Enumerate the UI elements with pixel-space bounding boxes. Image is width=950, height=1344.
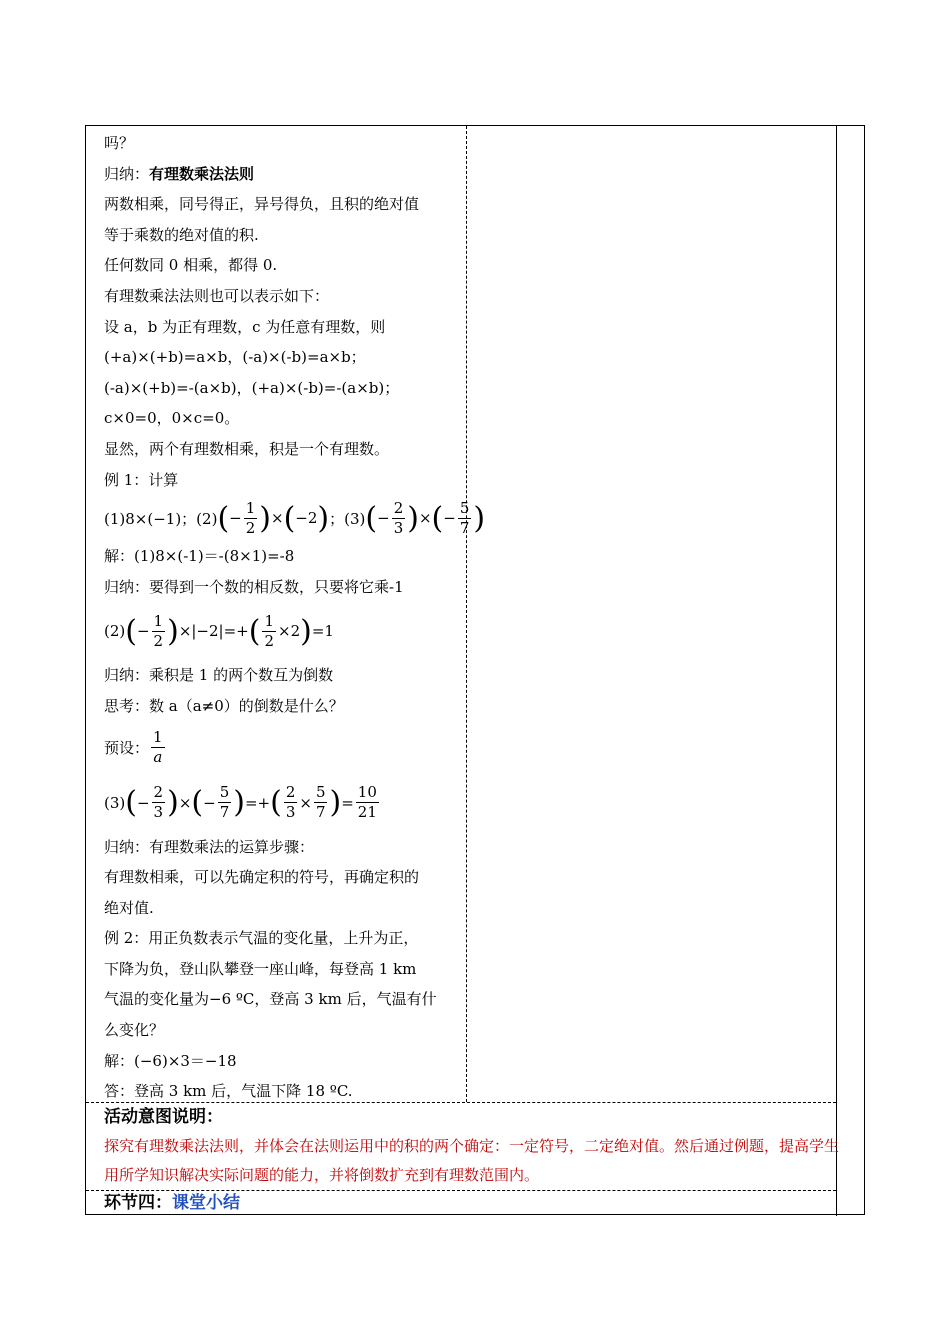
- text-line: 等于乘数的绝对值的积.: [104, 225, 259, 244]
- summary-line: 归纳：要得到一个数的相反数，只要将它乘-1: [104, 577, 404, 596]
- text-line: 两数相乘，同号得正，异号得负，且积的绝对值: [104, 195, 420, 214]
- column-divider: [466, 126, 467, 1102]
- text-line: 显然，两个有理数相乘，积是一个有理数。: [104, 439, 390, 458]
- solution3: (3) ( − $\frac{2}{3}$ ) × ( − $\frac{5}{7}$ ) =+ ( $\frac{2}{3}$ × $\frac{5}{7}$ ) = $\frac{10}{21}$: [104, 783, 377, 821]
- fraction: $\frac{2}{3}$: [285, 783, 296, 821]
- section-title: 课堂小结: [172, 1193, 240, 1213]
- fraction: $\frac{2}{3}$: [153, 783, 164, 821]
- example-heading: 例 1：计算: [104, 470, 179, 489]
- right-column-border: [836, 126, 837, 1216]
- text-line: 气温的变化量为−6 ºC，登高 3 km 后，气温有什: [104, 990, 437, 1009]
- fraction: $\frac{5}{7}$: [459, 498, 470, 537]
- formula-line: (-a)×(+b)=-(a×b)，(+a)×(-b)=-(a×b)；: [104, 378, 400, 397]
- preset-label: 预设：: [104, 739, 150, 757]
- example1-problems: (1)8×(−1)；(2) ( − $\frac{1}{2}$ ) × ( −2 ) ；(3) ( − $\frac{2}{3}$ ) × ( − $\frac{5}{7}$ ): [104, 498, 486, 537]
- problem-label: (1)8×(−1)；(2): [104, 509, 218, 528]
- text-line: 绝对值.: [104, 898, 154, 917]
- formula-line: c×0=0，0×c=0。: [104, 409, 240, 428]
- formula-line: (+a)×(+b)=a×b，(-a)×(-b)=a×b；: [104, 348, 366, 367]
- text-line: 有理数相乘，可以先确定积的符号，再确定积的: [104, 868, 420, 887]
- fraction: $\frac{1}{2}$: [264, 611, 275, 650]
- fraction: $\frac{1}{a}$: [153, 728, 163, 766]
- text-line: 例 2：用正负数表示气温的变化量，上升为正，: [104, 929, 419, 948]
- summary-line: 归纳：有理数乘法的运算步骤：: [104, 837, 315, 856]
- solution-line: 解：(−6)×3＝−18: [104, 1051, 237, 1070]
- rule-prefix: 归纳：: [104, 164, 150, 183]
- fraction: $\frac{1}{2}$: [245, 498, 256, 537]
- activity-purpose: [104, 1102, 844, 1190]
- fraction: $\frac{2}{3}$: [393, 498, 404, 537]
- fraction: $\frac{5}{7}$: [219, 783, 230, 821]
- fraction: $\frac{1}{2}$: [153, 611, 164, 650]
- text-line: 任何数同 0 相乘，都得 0.: [104, 256, 278, 275]
- section-heading: [104, 1190, 240, 1216]
- fraction: $\frac{10}{21}$: [357, 783, 377, 821]
- purpose-heading: 活动意图说明：: [104, 1107, 223, 1127]
- section-prefix: 环节四：: [104, 1193, 172, 1213]
- text-line: 吗？: [104, 134, 135, 152]
- rule-title: 有理数乘法法则: [149, 164, 255, 183]
- purpose-text: 探究有理数乘法法则，并体会在法则运用中的积的两个确定：一定符号，二定绝对值。然后通过例题，提高学生用所学知识解决实际问题的能力，并将倒数扩充到有理数范围内。: [104, 1137, 840, 1184]
- problem-label: (3): [104, 793, 126, 812]
- fraction: $\frac{5}{7}$: [315, 783, 326, 821]
- text-line: 么变化？: [104, 1021, 165, 1040]
- problem-label: ；(3): [329, 509, 366, 528]
- summary-line: 归纳：乘积是 1 的两个数互为倒数: [104, 666, 334, 685]
- rule-heading: [104, 159, 464, 190]
- text-line: 设 a，b 为正有理数，c 为任意有理数，则: [104, 317, 386, 336]
- question-line: 思考：数 a（a≠0）的倒数是什么？: [104, 696, 344, 715]
- lesson-table: [85, 125, 865, 1215]
- teaching-content: [104, 128, 486, 1107]
- solution-line: 解：(1)8×(-1)＝-(8×1)=-8: [104, 547, 295, 566]
- preset-answer: [104, 722, 464, 774]
- solution2: (2) ( − $\frac{1}{2}$ ) ×|−2|=+ ( $\frac{1}{2}$ ×2 ) =1: [104, 611, 334, 650]
- answer-line: 答：登高 3 km 后，气温下降 18 ºC.: [104, 1082, 353, 1101]
- problem-label: (2): [104, 622, 126, 641]
- text-line: 有理数乘法法则也可以表示如下：: [104, 286, 330, 305]
- text-line: 下降为负，登山队攀登一座山峰，每登高 1 km: [104, 959, 417, 978]
